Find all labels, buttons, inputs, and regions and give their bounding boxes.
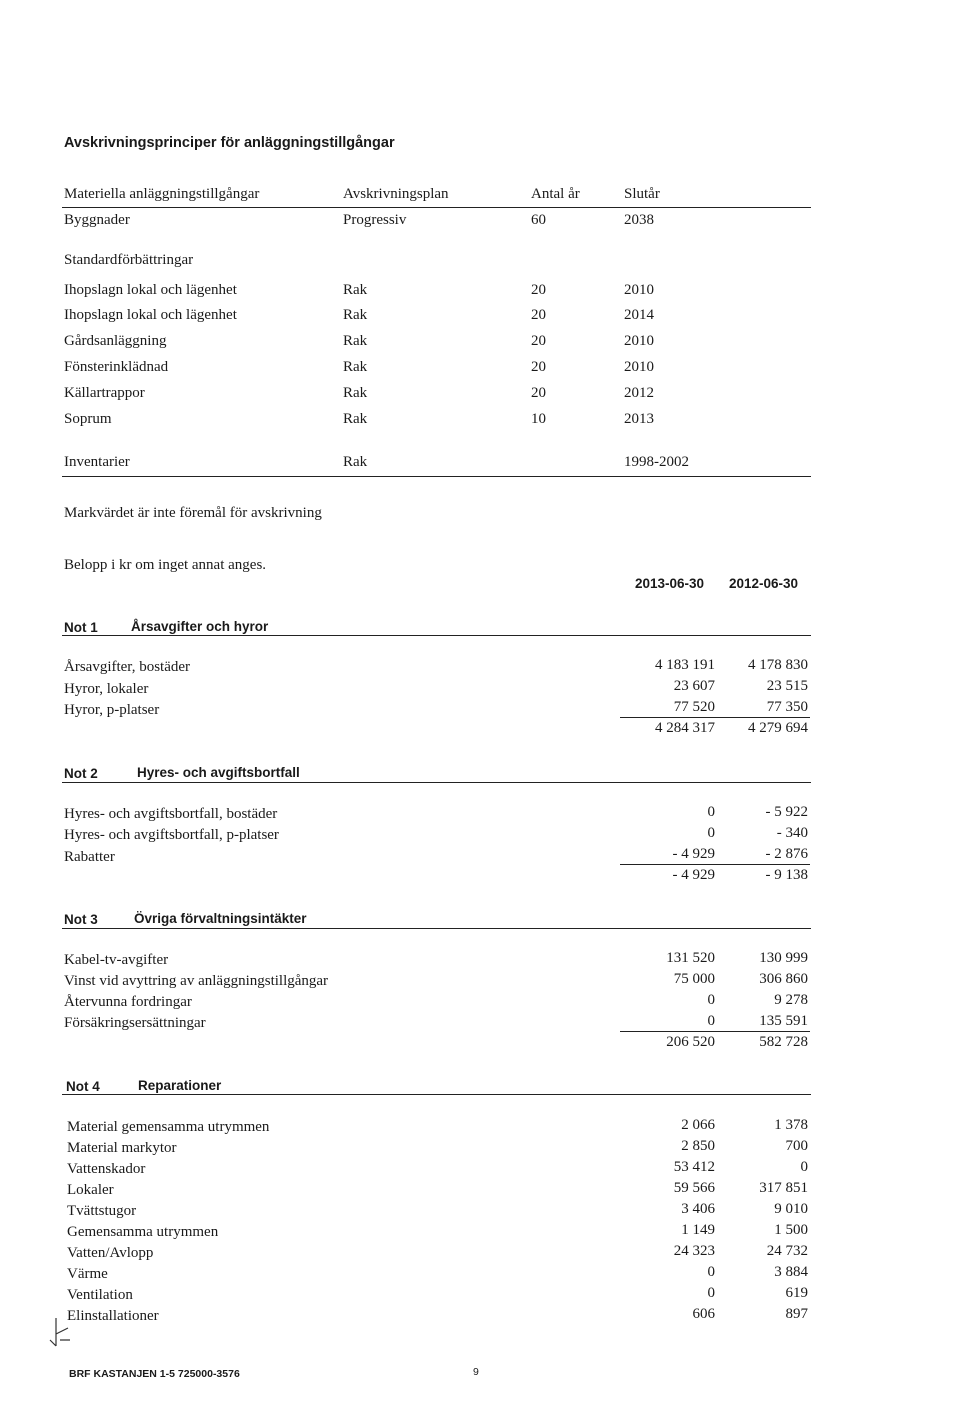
note-row-value-2012: 24 732 [766, 1243, 808, 1259]
note-number: Not 2 [64, 766, 98, 781]
note-row-value-2013: 131 520 [666, 950, 715, 966]
date-header-2012: 2012-06-30 [729, 576, 799, 591]
asset-name: Ihopslagn lokal och lägenhet [64, 307, 237, 323]
sum-rule [620, 717, 810, 718]
asset-name: Inventarier [64, 454, 130, 470]
note-row-value-2012: 9 278 [774, 992, 808, 1008]
note-row-value-2013: 3 406 [681, 1201, 715, 1217]
asset-name: Fönsterinklädnad [64, 359, 169, 375]
note-rule [62, 1094, 811, 1095]
note-row-value-2012: 130 999 [759, 950, 808, 966]
asset-group-title: Standardförbättringar [64, 252, 194, 268]
note-rule [62, 928, 811, 929]
note-row-value-2013: 606 [692, 1306, 715, 1322]
footer-org: BRF KASTANJEN 1-5 725000-3576 [69, 1368, 240, 1380]
asset-end: 2038 [624, 212, 654, 228]
asset-plan: Rak [343, 454, 368, 470]
note-total-2013: - 4 929 [672, 867, 715, 883]
note-row-value-2013: 0 [707, 992, 715, 1008]
note-row-value-2013: 77 520 [673, 699, 715, 715]
note-row-value-2012: 619 [785, 1285, 808, 1301]
note-row-label: Vinst vid avyttring av anläggningstillgångar [64, 973, 329, 989]
note-row-value-2013: 23 607 [673, 678, 715, 694]
note-row-value-2013: 24 323 [673, 1243, 715, 1259]
sum-rule [620, 864, 810, 865]
assets-header-years: Antal år [531, 186, 580, 202]
note-title: Reparationer [138, 1078, 222, 1093]
note-row-label: Hyror, p-platser [64, 702, 160, 718]
asset-years: 20 [531, 282, 546, 298]
market-value-note: Markvärdet är inte föremål för avskrivning [64, 505, 322, 521]
note-row-label: Vattenskador [67, 1161, 146, 1177]
note-row-label: Material markytor [67, 1140, 177, 1156]
asset-end: 2010 [624, 359, 654, 375]
note-row-value-2013: 0 [707, 1264, 715, 1280]
page-number: 9 [473, 1366, 479, 1378]
note-row-value-2013: 1 149 [681, 1222, 715, 1238]
note-row-value-2012: 0 [800, 1159, 808, 1175]
note-row-value-2012: 1 378 [774, 1117, 808, 1133]
assets-bottom-rule [62, 476, 811, 477]
asset-plan: Rak [343, 282, 368, 298]
note-row-value-2013: 75 000 [673, 971, 715, 987]
note-rule [62, 782, 811, 783]
asset-end: 2010 [624, 282, 654, 298]
note-number: Not 3 [64, 912, 98, 927]
asset-end: 2010 [624, 333, 654, 349]
note-number: Not 1 [64, 620, 98, 635]
note-row-label: Hyror, lokaler [64, 681, 149, 697]
asset-years: 10 [531, 411, 546, 427]
note-row-value-2013: 0 [707, 1285, 715, 1301]
asset-plan: Rak [343, 307, 368, 323]
note-row-value-2013: 0 [707, 825, 715, 841]
note-title: Övriga förvaltningsintäkter [134, 911, 307, 926]
note-row-label: Hyres- och avgiftsbortfall, p-platser [64, 827, 279, 843]
note-row-label: Värme [67, 1266, 108, 1282]
note-row-label: Hyres- och avgiftsbortfall, bostäder [64, 806, 278, 822]
assets-header-plan: Avskrivningsplan [343, 186, 449, 202]
asset-end: 1998-2002 [624, 454, 689, 470]
note-row-value-2012: 77 350 [766, 699, 808, 715]
asset-plan: Rak [343, 333, 368, 349]
note-total-2012: 4 279 694 [748, 720, 808, 736]
note-row-label: Kabel-tv-avgifter [64, 952, 169, 968]
note-row-label: Försäkringsersättningar [64, 1015, 206, 1031]
note-row-value-2012: 4 178 830 [748, 657, 808, 673]
asset-name: Byggnader [64, 212, 130, 228]
note-title: Hyres- och avgiftsbortfall [137, 765, 300, 780]
assets-header-end: Slutår [624, 186, 660, 202]
asset-years: 20 [531, 385, 546, 401]
note-row-label: Gemensamma utrymmen [67, 1224, 219, 1240]
asset-years: 60 [531, 212, 546, 228]
note-total-2012: - 9 138 [765, 867, 808, 883]
page-title: Avskrivningsprinciper för anläggningstillgångar [64, 135, 395, 151]
note-row-value-2012: 23 515 [766, 678, 808, 694]
amount-note: Belopp i kr om inget annat anges. [64, 557, 267, 573]
handwritten-mark [46, 1316, 72, 1350]
asset-years: 20 [531, 359, 546, 375]
note-row-label: Ventilation [67, 1287, 133, 1303]
date-header-2013: 2013-06-30 [635, 576, 705, 591]
asset-name: Ihopslagn lokal och lägenhet [64, 282, 237, 298]
note-row-value-2012: - 2 876 [765, 846, 808, 862]
note-row-value-2013: 0 [707, 1013, 715, 1029]
note-row-value-2012: 3 884 [774, 1264, 808, 1280]
note-row-label: Material gemensamma utrymmen [67, 1119, 270, 1135]
note-row-value-2012: 700 [785, 1138, 808, 1154]
note-row-label: Elinstallationer [67, 1308, 159, 1324]
note-row-value-2012: 9 010 [774, 1201, 808, 1217]
asset-end: 2012 [624, 385, 654, 401]
note-row-value-2012: - 5 922 [765, 804, 808, 820]
asset-plan: Rak [343, 385, 368, 401]
note-row-value-2013: 59 566 [673, 1180, 715, 1196]
note-total-2012: 582 728 [759, 1034, 808, 1050]
asset-plan: Rak [343, 359, 368, 375]
note-total-2013: 4 284 317 [655, 720, 715, 736]
note-number: Not 4 [66, 1079, 100, 1094]
note-rule [62, 635, 811, 636]
note-row-value-2013: 0 [707, 804, 715, 820]
note-row-label: Vatten/Avlopp [67, 1245, 154, 1261]
note-row-label: Återvunna fordringar [64, 994, 192, 1010]
note-row-label: Tvättstugor [67, 1203, 137, 1219]
note-row-value-2012: 1 500 [774, 1222, 808, 1238]
note-row-value-2013: 53 412 [673, 1159, 715, 1175]
note-row-value-2012: 317 851 [759, 1180, 808, 1196]
asset-end: 2014 [624, 307, 654, 323]
asset-years: 20 [531, 307, 546, 323]
note-row-value-2013: 4 183 191 [655, 657, 715, 673]
asset-plan: Rak [343, 411, 368, 427]
note-row-value-2012: 306 860 [759, 971, 808, 987]
note-row-value-2012: 135 591 [759, 1013, 808, 1029]
note-row-value-2012: - 340 [776, 825, 808, 841]
note-row-value-2013: 2 066 [681, 1117, 715, 1133]
asset-plan: Progressiv [343, 212, 407, 228]
asset-name: Soprum [64, 411, 112, 427]
note-row-label: Lokaler [67, 1182, 114, 1198]
assets-header-rule [62, 207, 811, 208]
note-row-label: Rabatter [64, 849, 115, 865]
asset-end: 2013 [624, 411, 654, 427]
note-row-label: Årsavgifter, bostäder [64, 659, 191, 675]
asset-name: Källartrappor [64, 385, 145, 401]
note-title: Årsavgifter och hyror [131, 619, 269, 634]
assets-header-name: Materiella anläggningstillgångar [64, 186, 260, 202]
asset-name: Gårdsanläggning [64, 333, 167, 349]
note-row-value-2013: - 4 929 [672, 846, 715, 862]
asset-years: 20 [531, 333, 546, 349]
note-total-2013: 206 520 [666, 1034, 715, 1050]
note-row-value-2012: 897 [785, 1306, 808, 1322]
sum-rule [620, 1031, 810, 1032]
note-row-value-2013: 2 850 [681, 1138, 715, 1154]
